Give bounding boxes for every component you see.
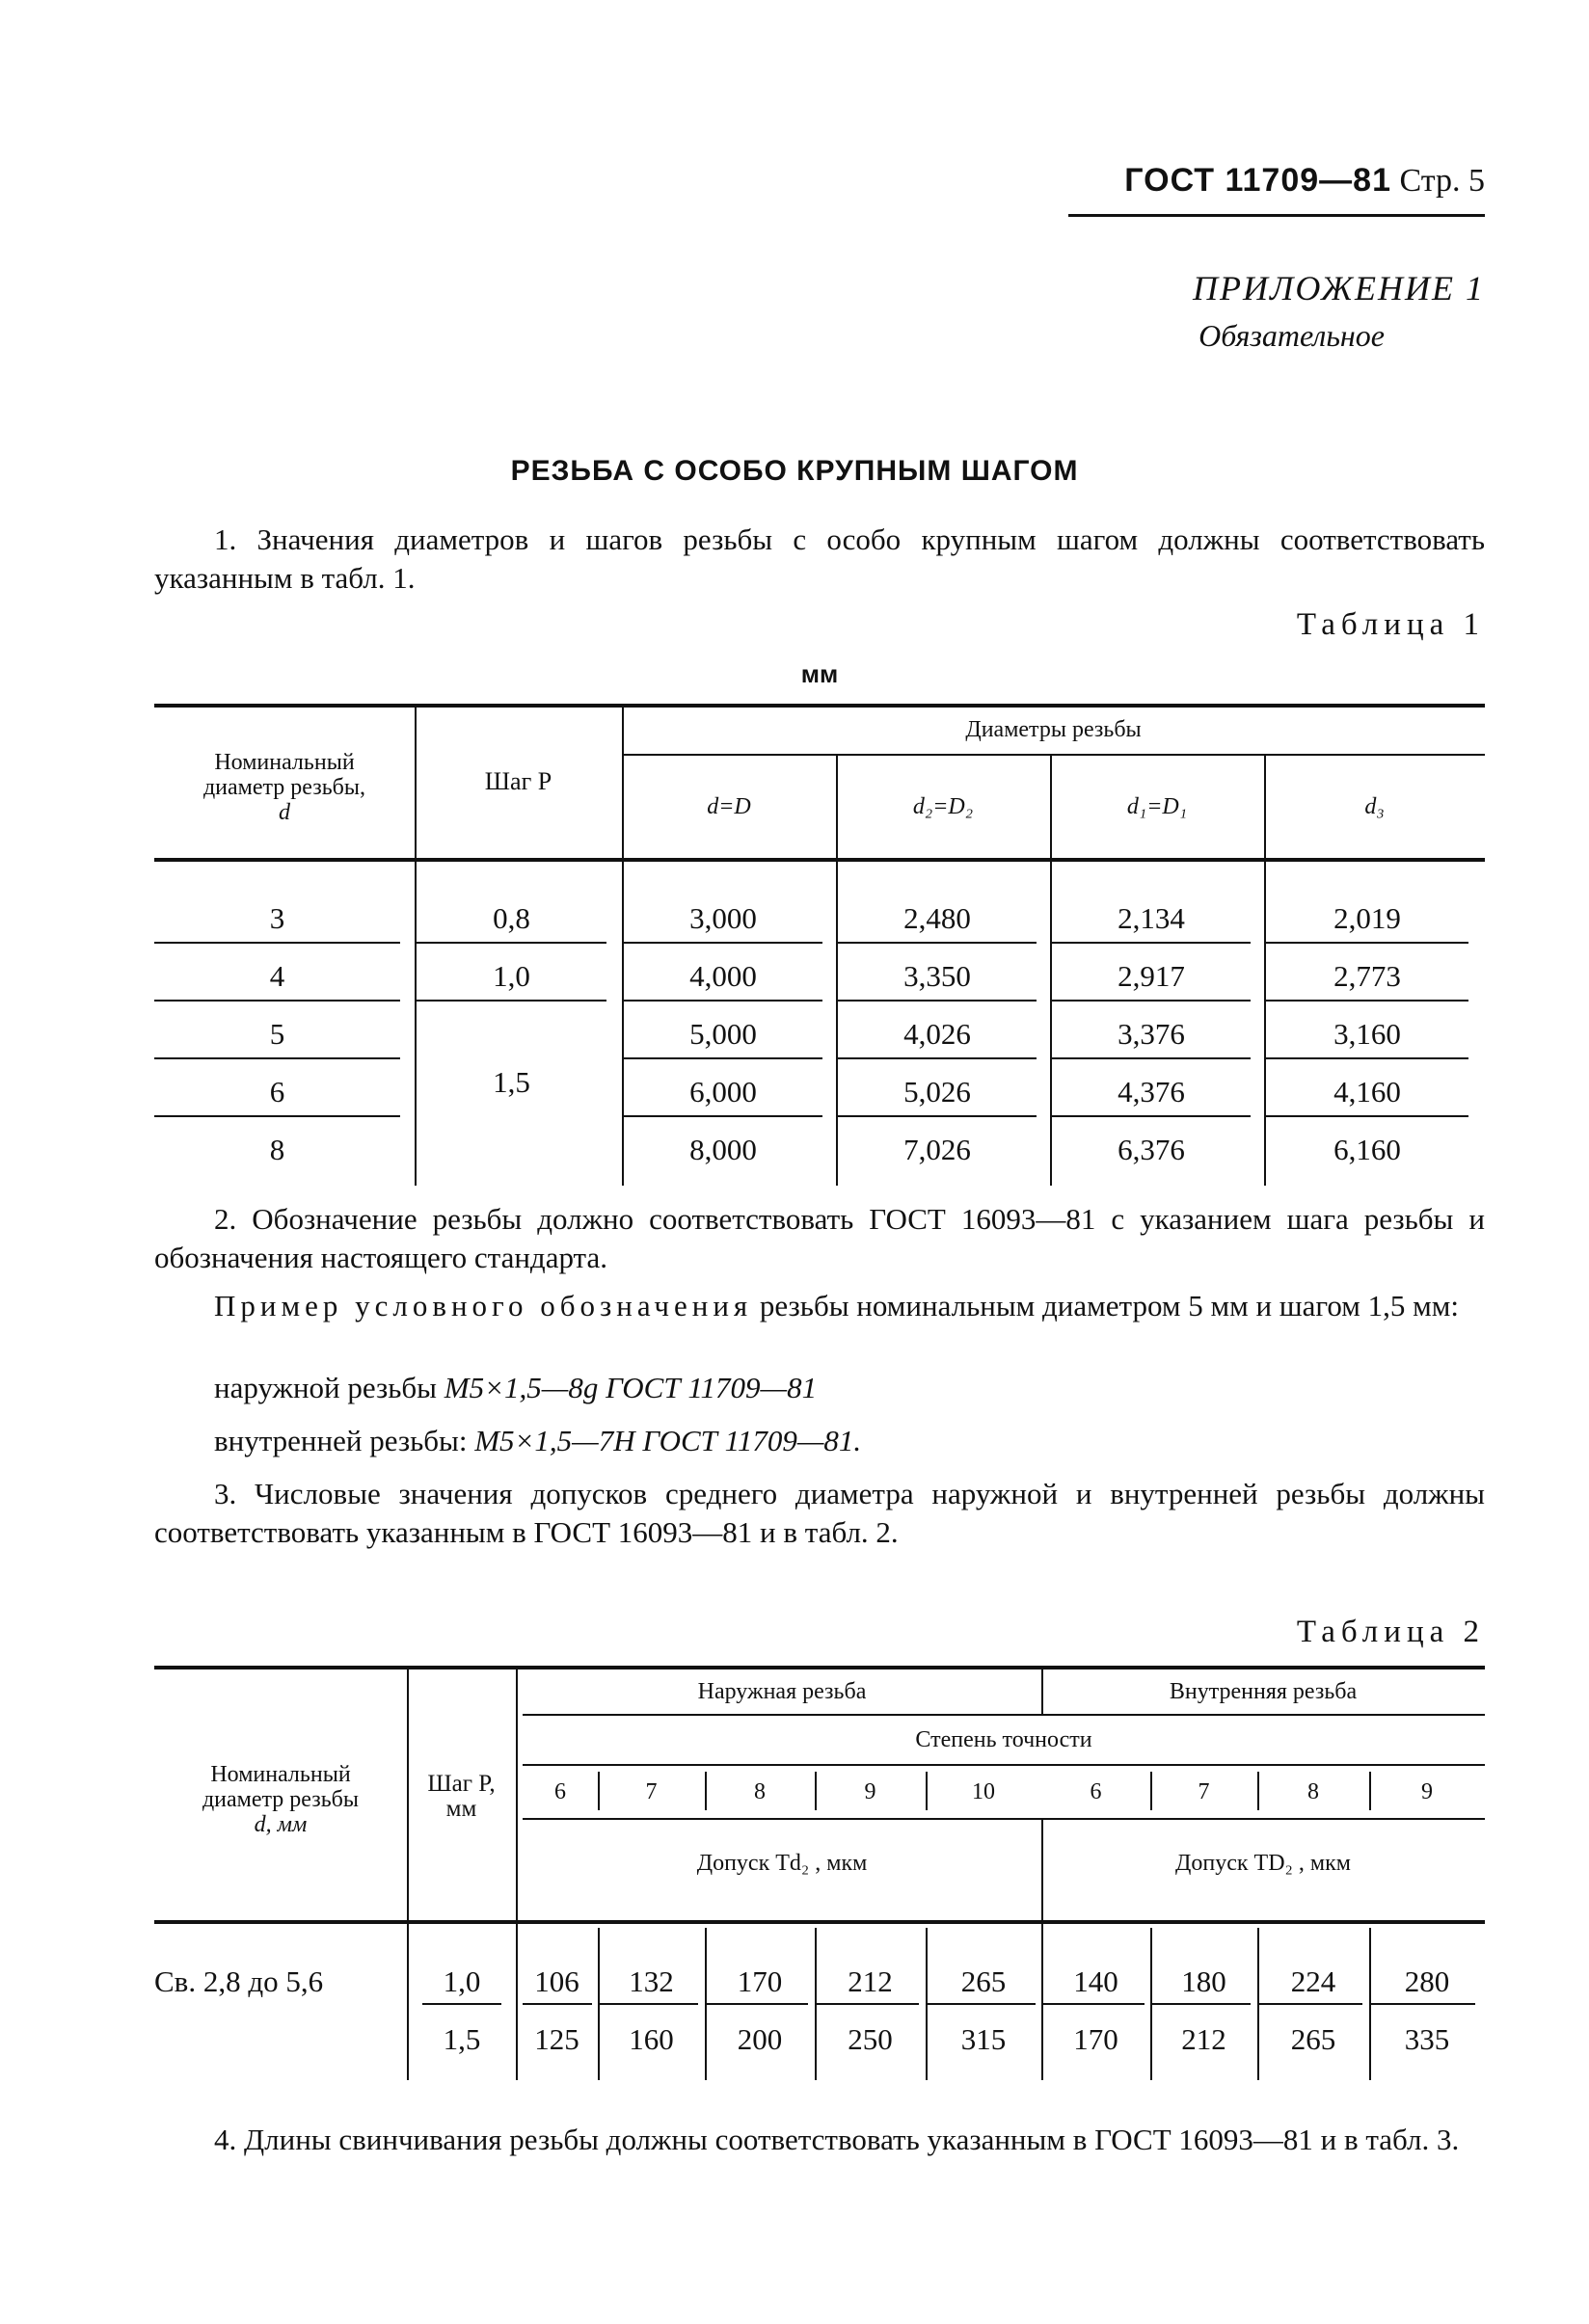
table1-col-d: d=D [707,794,751,819]
grade-label: 6 [1090,1779,1102,1804]
table1-cell: 3,350 [903,959,971,993]
row-underline [1043,2003,1145,2005]
grade-label: 6 [554,1779,566,1804]
table2-int-tolerance: Допуск TD₂ , мкм [1175,1851,1351,1876]
table2-cell: 335 [1404,2022,1450,2056]
table2-header-grade: Степень точности [915,1727,1092,1752]
row-underline [417,1000,606,1002]
header-line: d, мм [254,1812,308,1837]
grade-label: 7 [645,1779,658,1804]
table1-caption: Таблица 1 [1296,607,1485,642]
row-underline [154,1000,400,1002]
table1-cell: 2,773 [1333,959,1401,993]
table1-cell: 4,376 [1118,1075,1185,1109]
table2-vline [407,1666,409,2080]
paragraph-2: 2. Обозначение резьбы должно соответствовать ГОСТ 16093—81 с указанием шага резьбы и обозначения настоящего стандарта. [154,1202,1485,1274]
table2-rule [523,1714,1485,1716]
table1-col-d2: d₂=D₂ [912,794,974,819]
row-underline [422,2003,501,2005]
table2-cell: 170 [737,1964,783,1998]
table2-cell: 315 [960,2022,1007,2056]
table2-cell: 170 [1073,2022,1118,2056]
row-underline [1259,2003,1362,2005]
table1-cell: 7,026 [903,1133,971,1166]
row-underline [600,2003,698,2005]
table1-cell: 2,917 [1118,959,1185,993]
row-underline [838,1057,1037,1059]
table1-subheader-rule [622,754,1485,756]
example-rest: резьбы номинальным диаметром 5 мм и шагом 1,5 мм: [752,1289,1459,1322]
table1-cell: 8 [269,1133,285,1166]
grade-label: 9 [1421,1779,1433,1804]
row-underline [1266,1115,1468,1117]
table1-vline [622,704,624,1186]
header-line: Номинальный [214,750,355,775]
header-line: d [279,800,290,825]
row-underline [1371,2003,1475,2005]
row-underline [1052,942,1251,944]
table1-cell: 2,480 [903,901,971,935]
table2-rule [523,1764,1485,1766]
table-1 [154,704,1485,1181]
table2-cell: 224 [1290,1964,1336,1998]
table1-cell: 4,000 [689,959,757,993]
row-underline [1152,2003,1251,2005]
table1-col-d3: d₃ [1364,794,1385,819]
table1-cell: 2,134 [1118,901,1185,935]
row-underline [624,1000,822,1002]
table2-cell: 250 [848,2022,893,2056]
internal-label: внутренней резьбы: [214,1424,475,1457]
table1-top-rule [154,704,1485,708]
table2-top-rule [154,1666,1485,1670]
table2-header-pitch [407,1772,516,1822]
row-underline [817,2003,919,2005]
row-underline [838,1000,1037,1002]
paragraph-example [154,1287,1485,1325]
table1-cell: 3,160 [1333,1017,1401,1051]
table1-cell: 6 [269,1075,285,1109]
table2-cell: 125 [534,2022,579,2056]
header-line: Номинальный [210,1762,351,1787]
table2-cell: 212 [848,1964,893,1998]
table1-cell: 2,019 [1333,901,1401,935]
table1-header-nominal [154,750,415,825]
table1-cell: 5 [269,1017,285,1051]
external-label: наружной резьбы [214,1371,444,1404]
table1-header-rule [154,858,1485,862]
paragraph-1: 1. Значения диаметров и шагов резьбы с особо крупным шагом должны соответствовать указанным в табл. 1. [154,522,1485,595]
table2-header-internal: Внутренняя резьба [1169,1679,1358,1704]
row-underline [928,2003,1036,2005]
internal-code: М5×1,5—7H ГОСТ 11709—81. [474,1424,862,1457]
example-external [154,1369,1485,1407]
grade-label: 9 [864,1779,876,1804]
table1-cell-pitch-merged: 1,5 [493,1065,530,1099]
table1-cell: 3,376 [1118,1017,1185,1051]
table1-cell: 6,376 [1118,1133,1185,1166]
header-line: диаметр резьбы [202,1787,360,1812]
table2-vline [516,1666,518,2080]
row-underline [624,1057,822,1059]
table-2 [154,1666,1485,2080]
row-underline [1266,1057,1468,1059]
row-underline [707,2003,808,2005]
table2-rule [523,1818,1485,1820]
table2-ext-tolerance: Допуск Td₂ , мкм [696,1851,868,1876]
paragraph-4: 4. Длины свинчивания резьбы должны соответствовать указанным в ГОСТ 16093—81 и в табл. 3. [214,2123,1460,2156]
external-code: М5×1,5—8g ГОСТ 11709—81 [444,1371,818,1404]
row-underline [1266,942,1468,944]
standard-number: ГОСТ 11709—81 [1124,162,1391,199]
table2-cell: 160 [629,2022,674,2056]
table1-cell: 4,160 [1333,1075,1401,1109]
table1-cell: 5,026 [903,1075,971,1109]
table2-range: Св. 2,8 до 5,6 [154,1964,324,1998]
row-underline [1052,1000,1251,1002]
row-underline [523,2003,592,2005]
row-underline [838,1115,1037,1117]
table1-cell: 5,000 [689,1017,757,1051]
table2-cell-pitch: 1,5 [443,2022,481,2056]
header-rule [1068,214,1485,217]
table1-col-d1: d₁=D₁ [1126,794,1188,819]
table1-cell: 4,026 [903,1017,971,1051]
table2-cell: 265 [960,1964,1007,1998]
table1-cell: 8,000 [689,1133,757,1166]
header-line: Шаг P, [427,1771,496,1797]
table2-cell: 140 [1073,1964,1118,1998]
table2-cell: 212 [1181,2022,1226,2056]
row-underline [624,1115,822,1117]
appendix-title: ПРИЛОЖЕНИЕ 1 [1193,269,1485,307]
table1-cell: 0,8 [493,901,530,935]
row-underline [154,1115,400,1117]
row-underline [838,942,1037,944]
table2-cell: 180 [1181,1964,1226,1998]
table2-cell: 106 [534,1964,579,1998]
row-underline [154,942,400,944]
row-underline [1052,1057,1251,1059]
row-underline [1052,1115,1251,1117]
table2-header-rule [154,1920,1485,1924]
document-header [964,162,1485,200]
row-underline [1266,1000,1468,1002]
table1-cell: 4 [269,959,285,993]
example-internal [154,1422,1485,1460]
table2-cell-pitch: 1,0 [443,1964,481,1998]
grade-label: 8 [1307,1779,1319,1804]
table2-caption: Таблица 2 [1296,1615,1485,1649]
table1-header-diameters: Диаметры резьбы [965,717,1142,742]
table1-cell: 6,160 [1333,1133,1401,1166]
header-line: диаметр резьбы, [202,775,366,800]
table2-cell: 200 [737,2022,783,2056]
table1-cell: 3 [269,901,285,935]
table1-header-pitch: Шаг P [484,767,552,795]
page-number: Стр. 5 [1399,163,1485,199]
header-line: мм [445,1796,477,1822]
grade-label: 10 [972,1779,995,1804]
example-lead: Пример условного обозначения [214,1289,753,1322]
table1-cell: 3,000 [689,901,757,935]
table1-cell: 1,0 [493,959,530,993]
table2-cell: 265 [1290,2022,1336,2056]
appendix-subtitle: Обязательное [1198,318,1385,353]
grade-label: 8 [754,1779,766,1804]
table2-header-nominal [154,1762,407,1837]
paragraph-3: 3. Числовые значения допусков среднего диаметра наружной и внутренней резьбы должны соответствовать указанным в ГОСТ 16093—81 и в табл. 2. [154,1477,1485,1549]
table2-header-external: Наружная резьба [697,1679,867,1704]
section-title: РЕЗЬБА С ОСОБО КРУПНЫМ ШАГОМ [510,455,1079,487]
grade-label: 7 [1198,1779,1210,1804]
table1-unit: мм [800,659,839,688]
table2-cell: 132 [629,1964,674,1998]
row-underline [624,942,822,944]
table2-cell: 280 [1404,1964,1450,1998]
table1-cell: 6,000 [689,1075,757,1109]
row-underline [417,942,606,944]
row-underline [154,1057,400,1059]
